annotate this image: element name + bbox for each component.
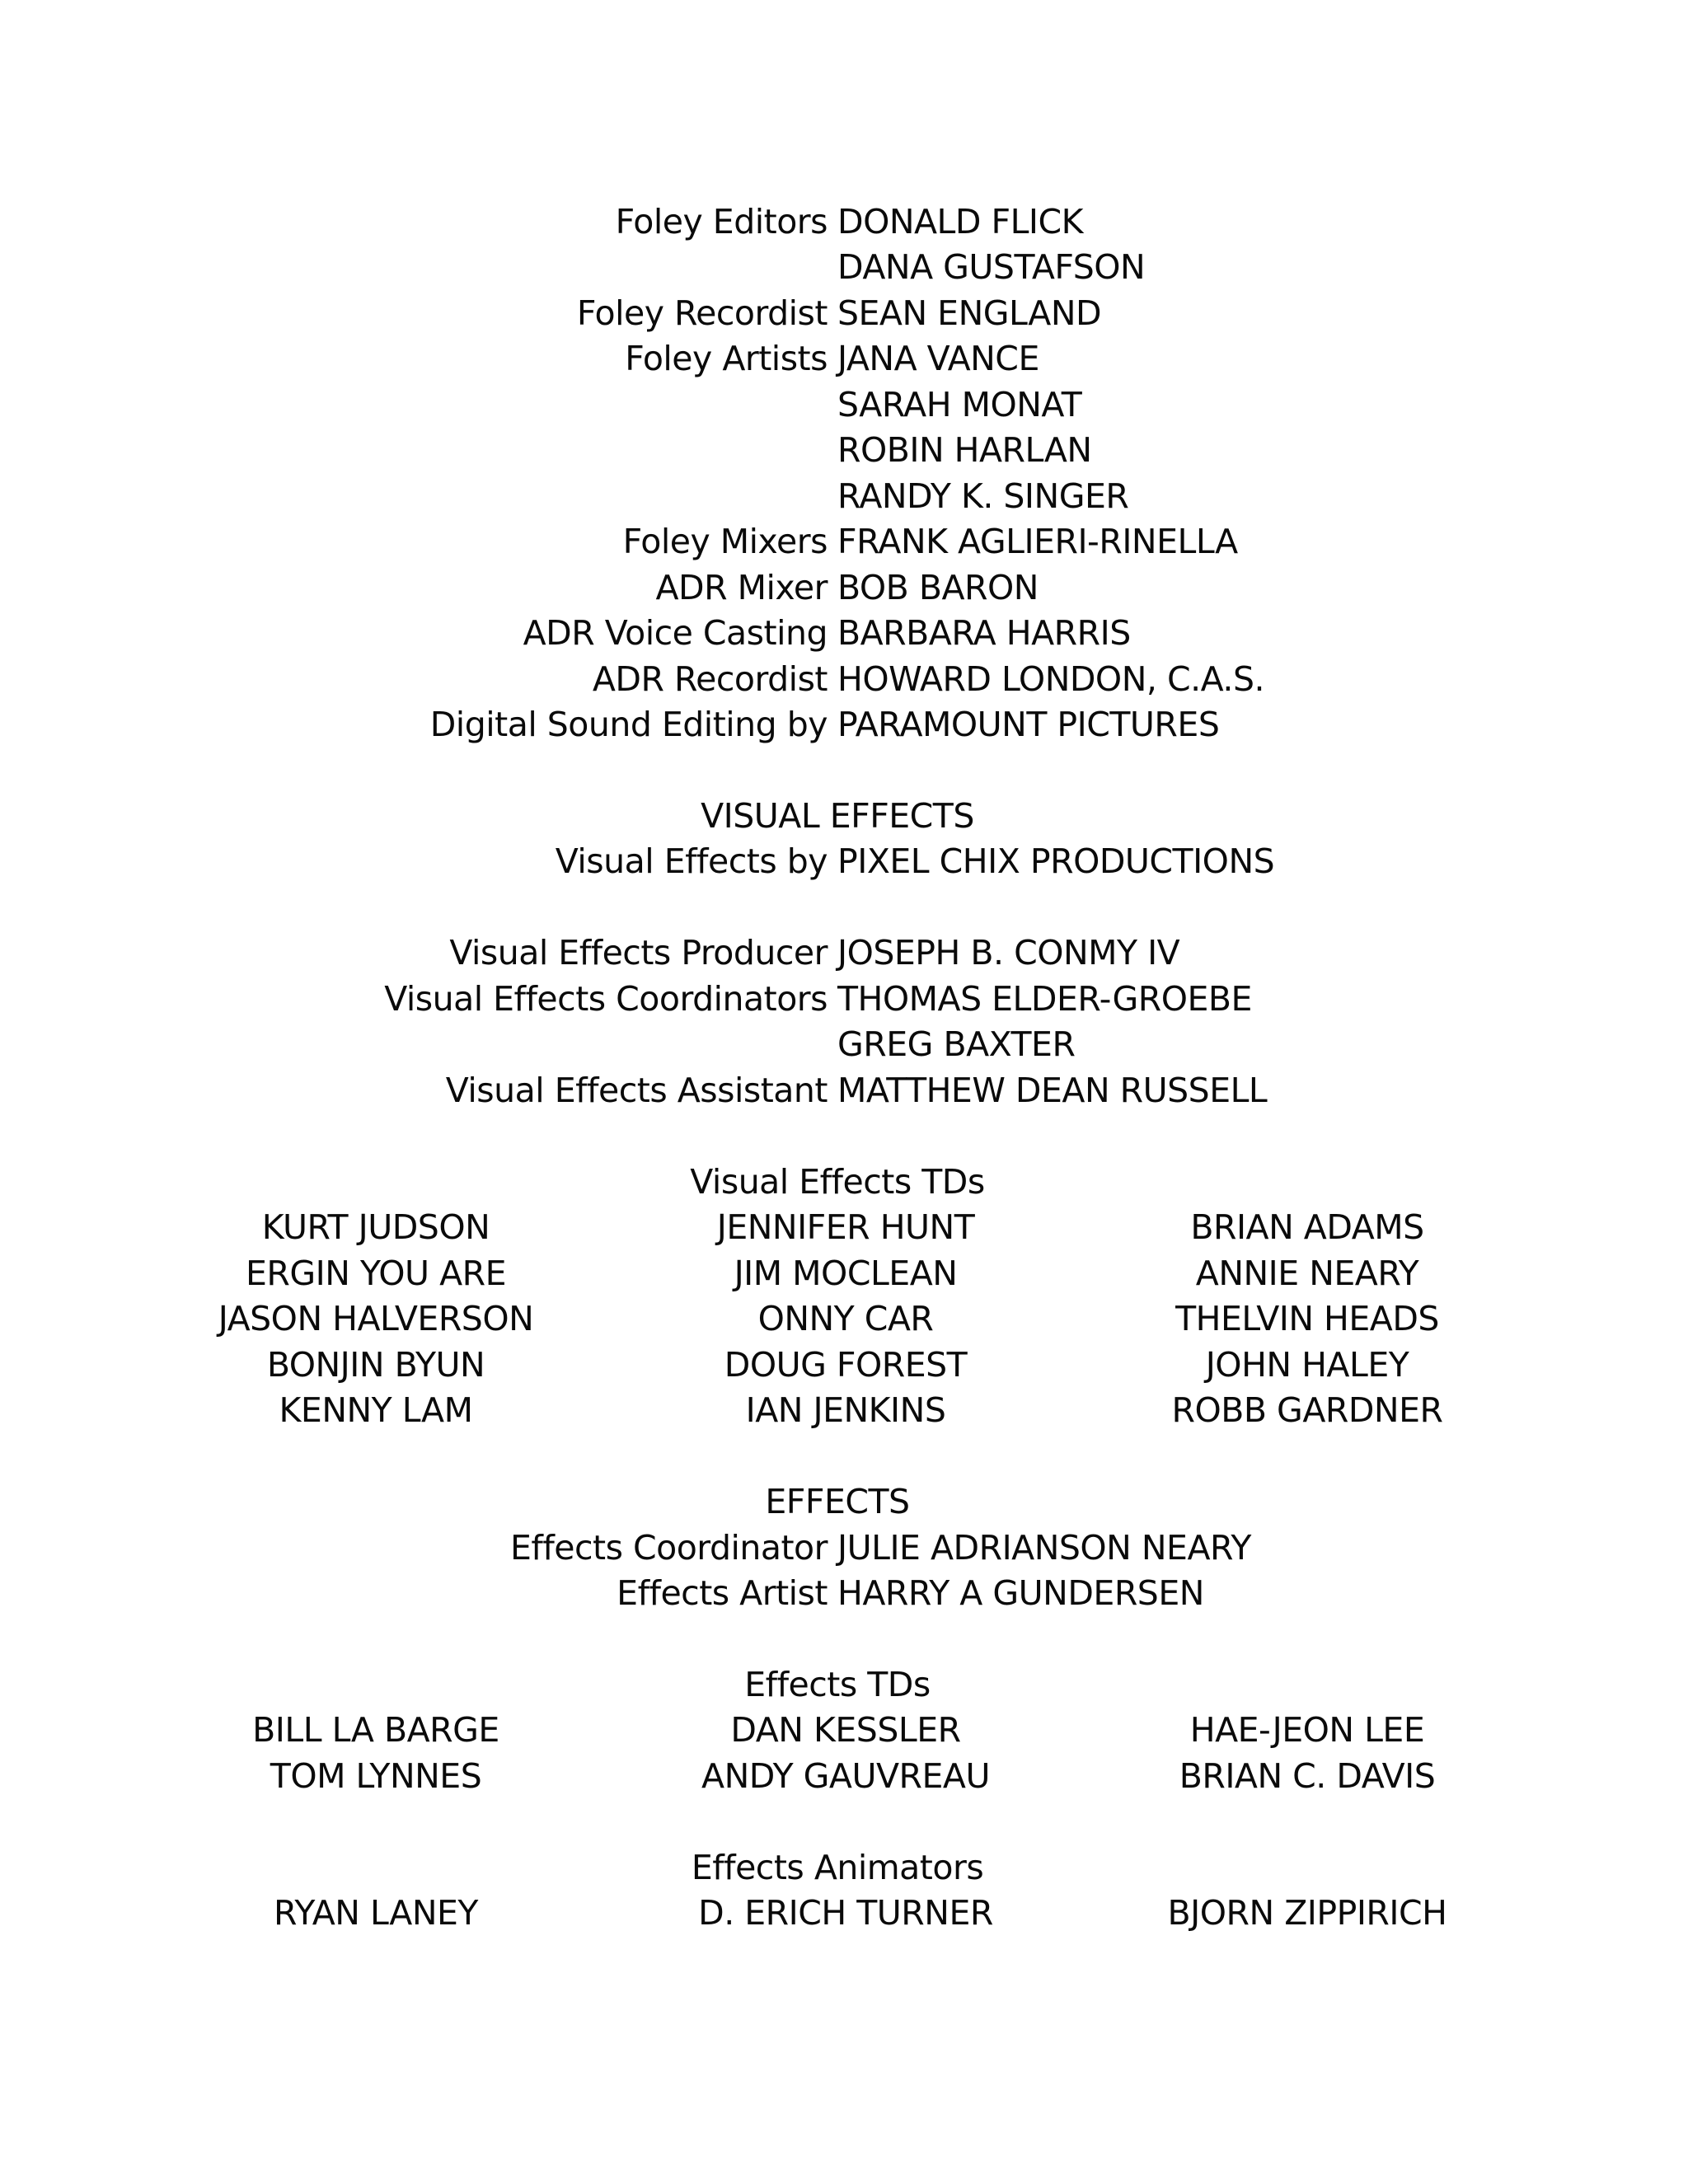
credit-name: RANDY K. SINGER (837, 476, 1129, 516)
td-name: JOHN HALEY (1205, 1345, 1409, 1385)
credit-role: Visual Effects Producer (449, 933, 828, 972)
td-name: IAN JENKINS (745, 1390, 946, 1430)
credit-name: BOB BARON (837, 568, 1039, 607)
credit-name: MATTHEW DEAN RUSSELL (837, 1071, 1268, 1110)
credit-role: Effects Coordinator (510, 1528, 828, 1568)
credit-name: THOMAS ELDER-GROEBE (837, 979, 1252, 1019)
credit-name: ROBIN HARLAN (837, 430, 1092, 470)
credit-role: Visual Effects Assistant (445, 1071, 828, 1110)
credit-role: Visual Effects by (555, 841, 828, 881)
credit-name: JANA VANCE (837, 339, 1039, 378)
credit-name: JULIE ADRIANSON NEARY (837, 1528, 1251, 1568)
animator-name: BJORN ZIPPIRICH (1167, 1893, 1447, 1933)
td-name: ROBB GARDNER (1171, 1390, 1443, 1430)
credit-name: PARAMOUNT PICTURES (837, 705, 1220, 744)
td-name: BRIAN ADAMS (1190, 1207, 1424, 1247)
credit-name: DANA GUSTAFSON (837, 247, 1146, 287)
td-name: JASON HALVERSON (218, 1299, 534, 1338)
credit-name: PIXEL CHIX PRODUCTIONS (837, 841, 1275, 881)
td-name: ANNIE NEARY (1195, 1254, 1419, 1293)
credit-name: HARRY A GUNDERSEN (837, 1573, 1204, 1613)
subheading-effects-animators: Effects Animators (691, 1848, 984, 1887)
credit-name: BARBARA HARRIS (837, 613, 1131, 653)
credit-role: Foley Recordist (576, 293, 828, 333)
animator-name: RYAN LANEY (274, 1893, 478, 1933)
td-name: DOUG FOREST (724, 1345, 968, 1385)
subheading-visual-effects-tds: Visual Effects TDs (690, 1162, 985, 1202)
animator-name: D. ERICH TURNER (698, 1893, 993, 1933)
td-name: KURT JUDSON (261, 1207, 490, 1247)
credit-name: JOSEPH B. CONMY IV (837, 933, 1180, 972)
td-name: BILL LA BARGE (252, 1710, 499, 1750)
td-name: KENNY LAM (279, 1390, 473, 1430)
section-heading-effects: EFFECTS (765, 1482, 910, 1521)
td-name: JENNIFER HUNT (716, 1207, 975, 1247)
credit-role: Visual Effects Coordinators (384, 979, 828, 1019)
td-name: TOM LYNNES (270, 1756, 482, 1796)
td-name: ANDY GAUVREAU (701, 1756, 990, 1796)
td-name: THELVIN HEADS (1175, 1299, 1439, 1338)
credit-role: ADR Voice Casting (523, 613, 828, 653)
credit-role: Foley Artists (625, 339, 828, 378)
td-name: JIM MOCLEAN (734, 1254, 958, 1293)
section-heading-visual-effects: VISUAL EFFECTS (701, 796, 974, 836)
credit-name: GREG BAXTER (837, 1024, 1076, 1064)
td-name: ONNY CAR (757, 1299, 934, 1338)
credit-name: SARAH MONAT (837, 385, 1082, 424)
credit-role: ADR Recordist (592, 659, 828, 699)
subheading-effects-tds: Effects TDs (744, 1665, 931, 1704)
credit-name: HOWARD LONDON, C.A.S. (837, 659, 1265, 699)
td-name: ERGIN YOU ARE (245, 1254, 507, 1293)
td-name: BONJIN BYUN (266, 1345, 485, 1385)
td-name: HAE-JEON LEE (1189, 1710, 1425, 1750)
td-name: DAN KESSLER (730, 1710, 961, 1750)
credit-name: FRANK AGLIERI-RINELLA (837, 522, 1238, 561)
credit-role: Foley Mixers (622, 522, 828, 561)
credit-name: DONALD FLICK (837, 202, 1084, 241)
credit-role: Effects Artist (617, 1573, 828, 1613)
credit-role: Foley Editors (615, 202, 828, 241)
credit-role: Digital Sound Editing by (429, 705, 828, 744)
credit-name: SEAN ENGLAND (837, 293, 1102, 333)
credit-role: ADR Mixer (655, 568, 828, 607)
td-name: BRIAN C. DAVIS (1179, 1756, 1436, 1796)
